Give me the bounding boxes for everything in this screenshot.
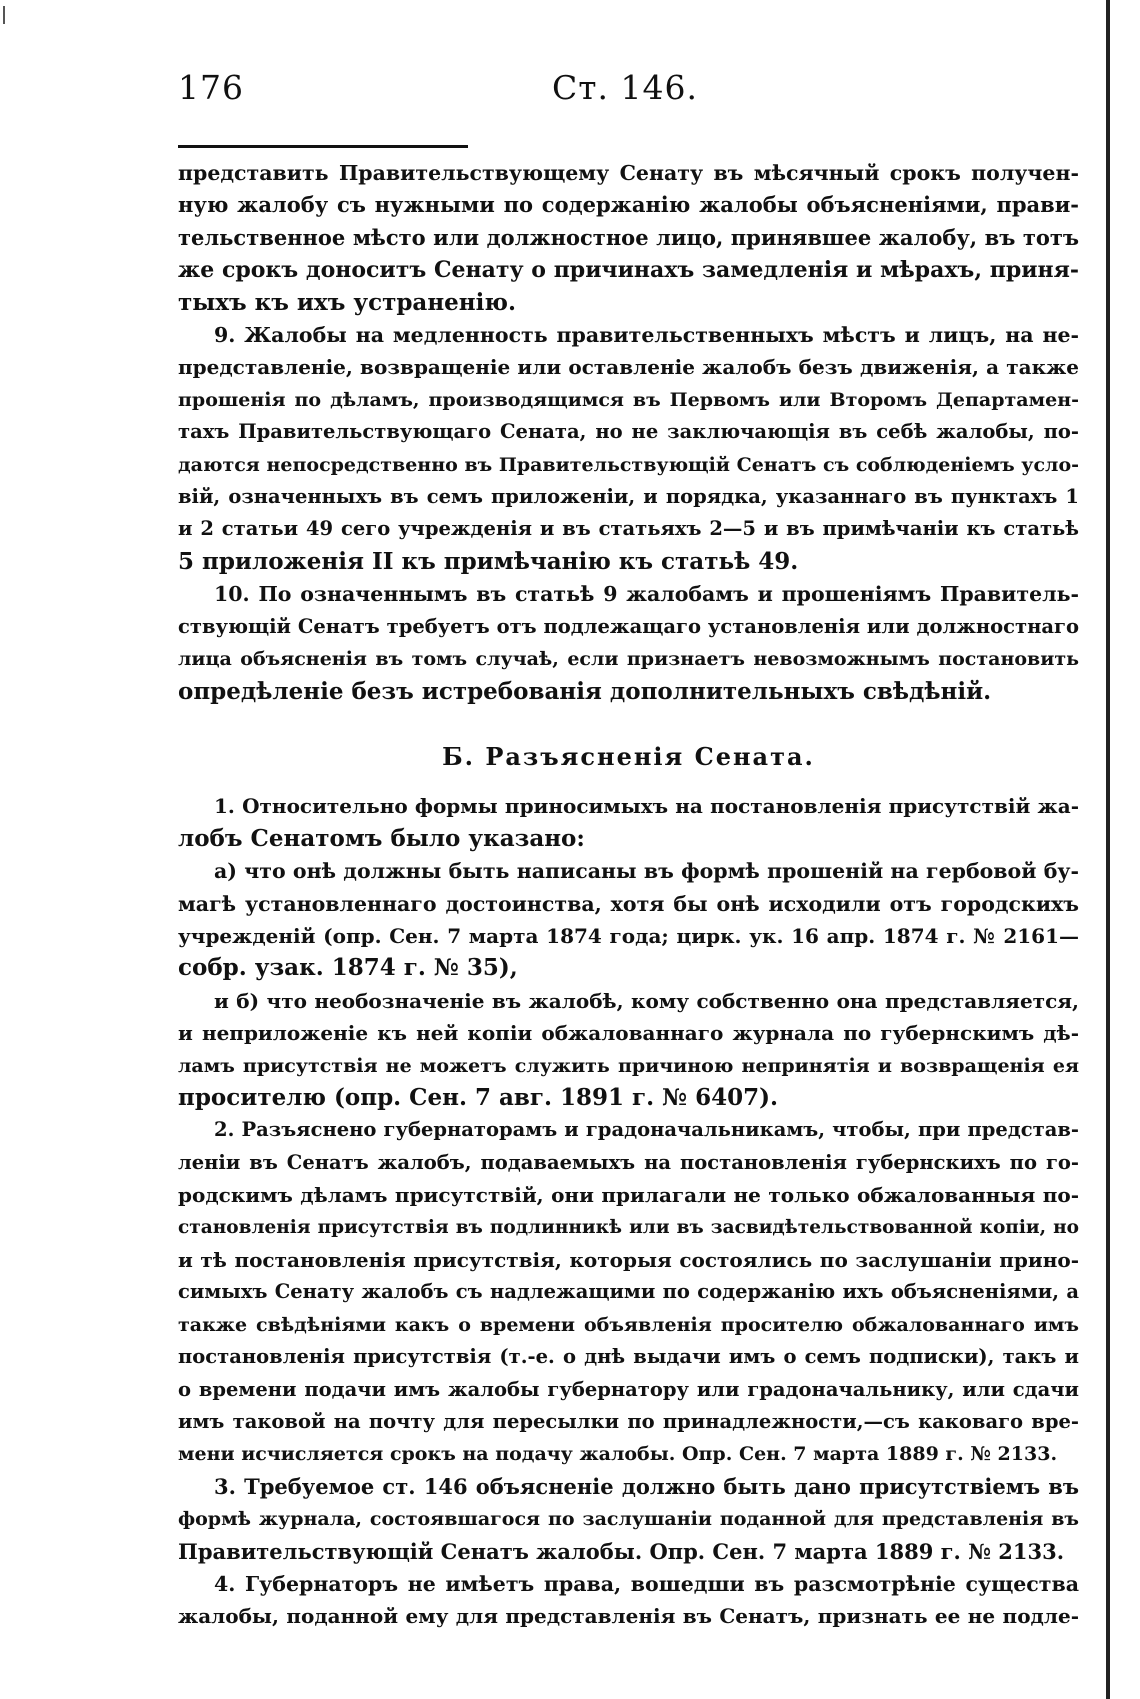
running-head: Ст. 146.: [552, 68, 698, 107]
text-line: и б) что необозначеніе въ жалобѣ, кому собственно она представляется,: [214, 988, 1079, 1013]
text-line: 3. Требуемое ст. 146 объясненіе должно быть дано присутствіемъ въ: [214, 1473, 1079, 1499]
text-line: и 2 статьи 49 сего учрежденія и въ статьяхъ 2—5 и въ примѣчаніи къ статьѣ: [178, 517, 1079, 541]
text-line: а) что онѣ должны быть написаны въ формѣ прошеній на гербовой бу-: [214, 859, 1079, 884]
scan-edge-mark: [3, 6, 5, 24]
text-line: о времени подачи имъ жалобы губернатору или градоначальнику, или сдачи: [178, 1377, 1079, 1401]
text-line: и тѣ постановленія присутствія, которыя состоялись по заслушаніи прино-: [178, 1248, 1079, 1272]
text-line: опредѣленіе безъ истребованія дополнительныхъ свѣдѣній.: [178, 677, 992, 705]
text-line: становленія присутствія въ подлинникѣ или въ засвидѣтельствованной копіи, но: [178, 1216, 1079, 1238]
text-line: собр. узак. 1874 г. № 35),: [178, 954, 518, 982]
text-line: постановленія присутствія (т.-е. о днѣ выдачи имъ о семъ подписки), такъ и: [178, 1345, 1079, 1369]
section-heading: Б. Разъясненія Сената.: [442, 741, 815, 771]
header-rule: [178, 145, 468, 148]
paragraph-10: [178, 578, 1079, 708]
text-line: лица объясненія въ томъ случаѣ, если признаетъ невозможнымъ постановить: [178, 648, 1079, 671]
text-line: леніи въ Сенатъ жалобъ, подаваемыхъ на постановленія губернскихъ по го-: [178, 1150, 1079, 1174]
page-body: [178, 157, 1079, 1633]
text-line: мени исчисляется срокъ на подачу жалобы. Опр. Сен. 7 марта 1889 г. № 2133.: [178, 1443, 1058, 1466]
text-line: 1. Относительно формы приносимыхъ на постановленія присутствій жа-: [214, 794, 1079, 819]
text-line: 10. По означеннымъ въ статьѣ 9 жалобамъ и прошеніямъ Правитель-: [214, 582, 1079, 607]
explanation-1a: [178, 855, 1079, 985]
paragraph-intro: [178, 157, 1079, 319]
explanation-1: [178, 790, 1079, 855]
text-line: 5 приложенія II къ примѣчанію къ статьѣ 49.: [178, 547, 799, 575]
text-line: представленіе, возвращеніе или оставленіе жалобъ безъ движенія, а также: [178, 355, 1079, 380]
text-line: тыхъ къ ихъ устраненію.: [178, 288, 516, 316]
text-line: тахъ Правительствующаго Сената, но не заключающія въ себѣ жалобы, по-: [178, 420, 1079, 444]
text-line: жалобы, поданной ему для представленія въ Сенатъ, признать ее не подле-: [178, 1604, 1079, 1629]
text-line: также свѣдѣніями какъ о времени объявленія просителю обжалованнаго имъ: [178, 1313, 1079, 1336]
text-line: даются непосредственно въ Правительствующій Сенатъ съ соблюденіемъ усло-: [178, 453, 1079, 476]
text-line: ную жалобу съ нужными по содержанію жалобы объясненіями, прави-: [178, 192, 1079, 218]
text-line: 2. Разъяснено губернаторамъ и градоначальникамъ, чтобы, при представ-: [214, 1118, 1079, 1142]
text-line: прошенія по дѣламъ, производящимся въ Первомъ или Второмъ Департамен-: [178, 388, 1079, 411]
text-line: и неприложеніе къ ней копіи обжалованнаго журнала по губернскимъ дѣ-: [178, 1021, 1079, 1046]
text-line: вій, означенныхъ въ семъ приложеніи, и порядка, указаннаго въ пунктахъ 1: [178, 485, 1079, 509]
text-line: ламъ присутствія не можетъ служить причиною непринятія и возвращенія ея: [178, 1054, 1079, 1077]
text-line: учрежденій (опр. Сен. 7 марта 1874 года; цирк. ук. 16 апр. 1874 г. № 2161—: [178, 923, 1079, 948]
text-line: 9. Жалобы на медленность правительственныхъ мѣстъ и лицъ, на не-: [214, 323, 1079, 348]
text-line: симыхъ Сенату жалобъ съ надлежащими по содержанію ихъ объясненіями, а: [178, 1280, 1079, 1304]
text-line: родскимъ дѣламъ присутствій, они прилагали не только обжалованныя по-: [178, 1183, 1079, 1208]
explanation-2: [178, 1114, 1079, 1470]
text-line: Правительствующій Сенатъ жалобы. Опр. Сен. 7 марта 1889 г. № 2133.: [178, 1538, 1065, 1564]
text-line: имъ таковой на почту для пересылки по принадлежности,—съ каковаго вре-: [178, 1410, 1079, 1434]
paragraph-9: [178, 319, 1079, 578]
text-line: представить Правительствующему Сенату въ мѣсячный срокъ получен-: [178, 161, 1079, 185]
explanation-4: [178, 1568, 1079, 1633]
text-line: тельственное мѣсто или должностное лицо, принявшее жалобу, въ тотъ: [178, 224, 1079, 250]
text-line: 4. Губернаторъ не имѣетъ права, вошедши въ разсмотрѣніе существа: [214, 1572, 1079, 1597]
page-binding-edge: [1106, 0, 1110, 1699]
page-header: [178, 68, 698, 114]
text-line: же срокъ доноситъ Сенату о причинахъ замедленія и мѣрахъ, приня-: [178, 257, 1079, 284]
text-line: формѣ журнала, состоявшагося по заслушаніи поданной для представленія въ: [178, 1508, 1079, 1531]
page-number: 176: [178, 68, 244, 107]
text-line: магѣ установленнаго достоинства, хотя бы онѣ исходили отъ городскихъ: [178, 891, 1079, 916]
explanation-1b: [178, 985, 1079, 1115]
text-line: ствующій Сенатъ требуетъ отъ подлежащаго установленія или должностнаго: [178, 614, 1079, 638]
text-line: просителю (опр. Сен. 7 авг. 1891 г. № 6407).: [178, 1083, 778, 1111]
explanation-3: [178, 1471, 1079, 1568]
text-line: лобъ Сенатомъ было указано:: [178, 824, 585, 852]
